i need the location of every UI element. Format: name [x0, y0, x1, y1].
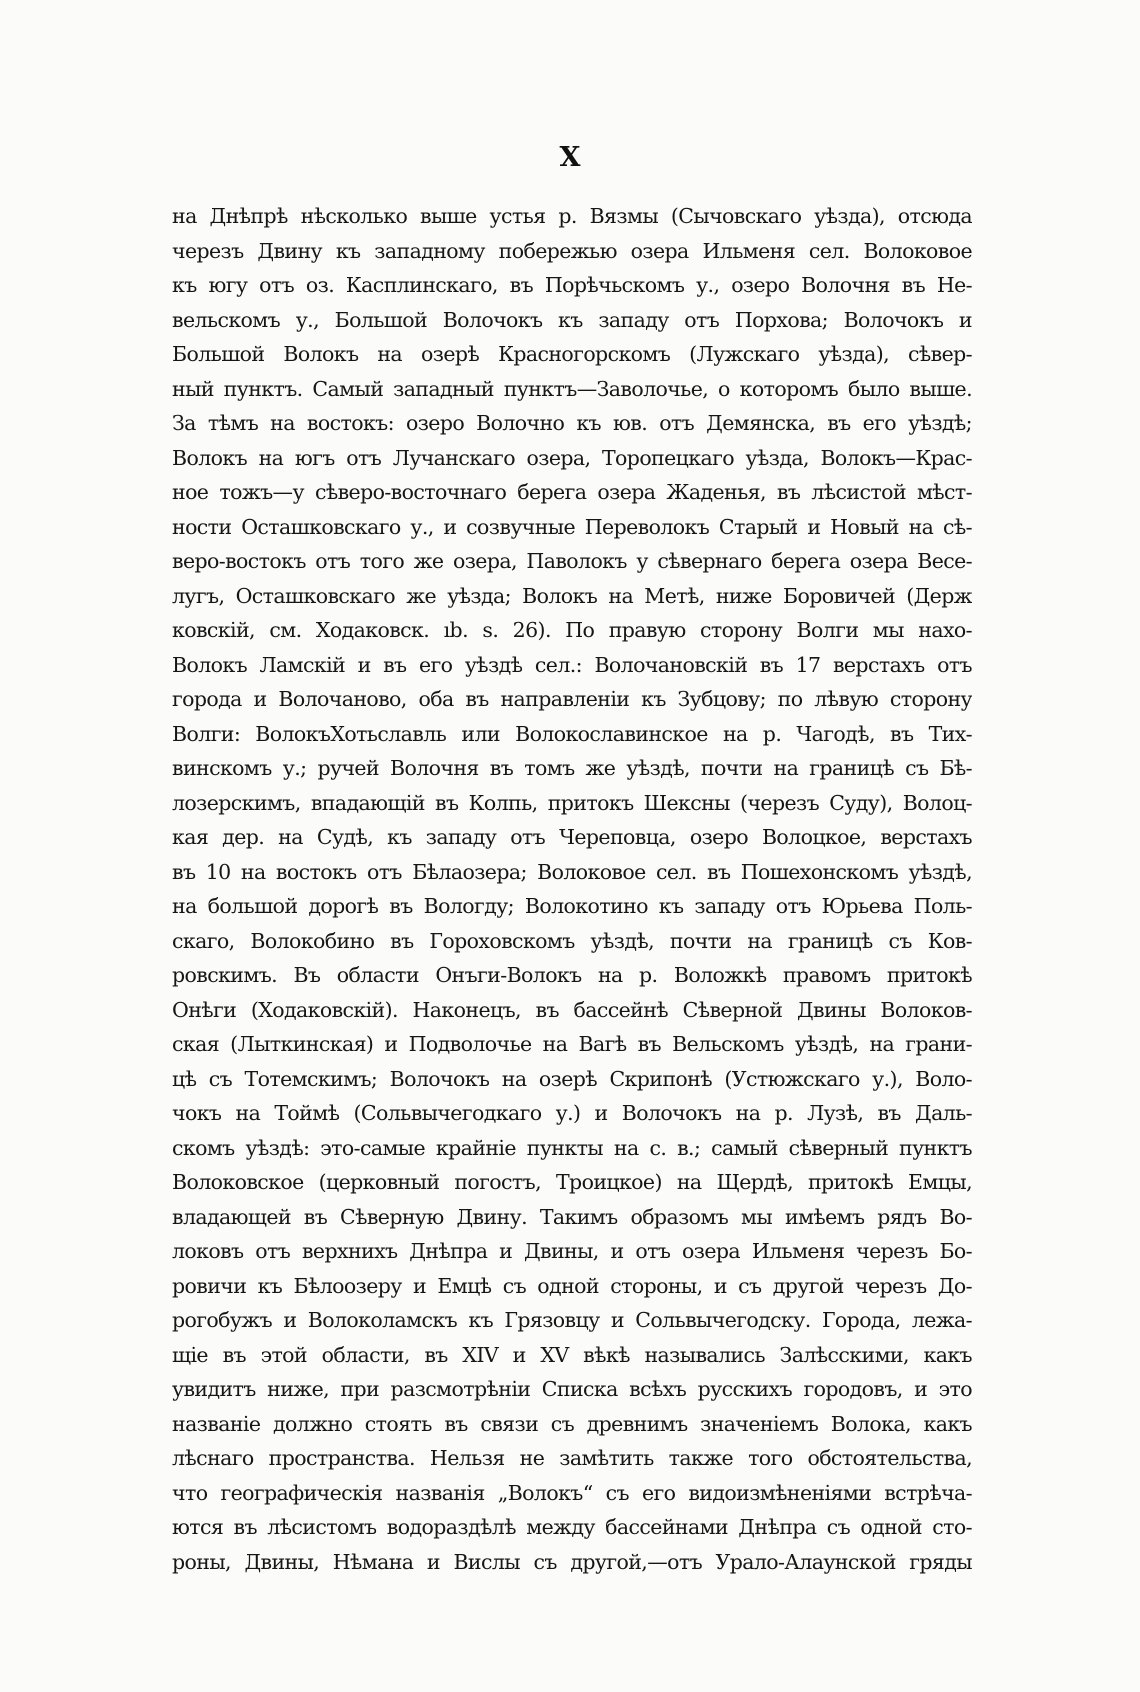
text-line: увидитъ ниже, при разсмотрѣніи Списка всѣхъ русскихъ городовъ, и это [172, 1377, 972, 1401]
text-line: рогобужъ и Волоколамскъ къ Грязовцу и Сольвычегодску. Города, лежа- [172, 1308, 972, 1332]
text-line: ровскимъ. Въ области Онъги-Волокъ на р. Воложкѣ правомъ притокѣ [172, 963, 972, 987]
text-line: лугъ, Осташковскаго же уѣзда; Волокъ на Метѣ, ниже Боровичей (Держ [172, 583, 972, 608]
text-line: Большой Волокъ на озерѣ Красногорскомъ (Лужскаго уѣзда), сѣвер- [172, 342, 972, 366]
text-line: ская (Лыткинская) и Подволочье на Вагѣ въ Вельскомъ уѣздѣ, на грани- [172, 1032, 972, 1056]
text-line: ковскій, см. Ходаковск. ıb. s. 26). По правую сторону Волги мы нахо- [172, 618, 972, 642]
text-line: чокъ на Тоймѣ (Сольвычегодкаго у.) и Волочокъ на р. Лузѣ, въ Даль- [172, 1101, 972, 1125]
text-line: локовъ отъ верхнихъ Днѣпра и Двины, и отъ озера Ильменя черезъ Бо- [172, 1239, 972, 1263]
text-line: въ 10 на востокъ отъ Бѣлаозера; Волоковое сел. въ Пошехонскомъ уѣздѣ, [172, 859, 972, 884]
text-line: щіе въ этой области, въ XIV и XV вѣкѣ назывались Залѣсскими, какъ [172, 1342, 972, 1367]
text-line: что географическія названія „Волокъ“ съ его видоизмѣненіями встрѣча- [172, 1480, 972, 1505]
text-line: владающей въ Сѣверную Двину. Такимъ образомъ мы имѣемъ рядъ Во- [172, 1204, 972, 1229]
body-text [172, 199, 972, 1579]
text-line: черезъ Двину къ западному побережью озера Ильменя сел. Волоковое [172, 238, 972, 263]
text-line: Онѣги (Ходаковскій). Наконецъ, въ бассейнѣ Сѣверной Двины Волоков- [172, 997, 972, 1022]
text-line: ровичи къ Бѣлоозеру и Емцѣ съ одной стороны, и съ другой черезъ До- [172, 1273, 972, 1298]
text-line: ности Осташковскаго у., и созвучные Переволокъ Старый и Новый на сѣ- [172, 514, 972, 539]
page-number: X [559, 142, 581, 173]
text-line: ются въ лѣсистомъ водораздѣлѣ между бассейнами Днѣпра съ одной сто- [172, 1515, 972, 1539]
text-line: ный пунктъ. Самый западный пунктъ—Заволочье, о которомъ было выше. [172, 376, 972, 401]
text-line: названіе должно стоять въ связи съ древнимъ значеніемъ Волока, какъ [172, 1411, 972, 1436]
text-line: Волоковское (церковный погостъ, Троицкое) на Щердѣ, притокѣ Емцы, [172, 1170, 972, 1194]
text-line: За тѣмъ на востокъ: озеро Волочно къ юв. отъ Демянска, въ его уѣздѣ; [172, 411, 972, 435]
text-line: винскомъ у.; ручей Волочня въ томъ же уѣздѣ, почти на границѣ съ Бѣ- [172, 756, 972, 780]
text-line: кая дер. на Судѣ, къ западу отъ Череповца, озеро Волоцкое, верстахъ [172, 825, 972, 849]
text-line: вельскомъ у., Большой Волочокъ къ западу отъ Порхова; Волочокъ и [172, 307, 972, 332]
text-line: Волокъ Ламскій и въ его уѣздѣ сел.: Волочановскій въ 17 верстахъ отъ [172, 652, 972, 677]
text-line: Волги: ВолокъХотьславль или Волокославинское на р. Чагодѣ, въ Тих- [172, 721, 972, 746]
text-line: скаго, Волокобино въ Гороховскомъ уѣздѣ, почти на границѣ съ Ков- [172, 928, 972, 953]
text-line: на большой дорогѣ въ Вологду; Волокотино къ западу отъ Юрьева Поль- [172, 894, 972, 918]
text-line: роны, Двины, Нѣмана и Вислы съ другой,—отъ Урало-Алаунской гряды [172, 1549, 972, 1574]
text-line: города и Волочаново, оба въ направленіи къ Зубцову; по лѣвую сторону [172, 687, 972, 711]
text-line: лозерскимъ, впадающій въ Колпь, притокъ Шексны (черезъ Суду), Волоц- [172, 790, 972, 815]
text-line: ное тожъ—у сѣверо-восточнаго берега озера Жаденья, въ лѣсистой мѣст- [172, 480, 972, 504]
text-line: къ югу отъ оз. Касплинскаго, въ Порѣчьскомъ у., озеро Волочня въ Не- [172, 273, 972, 297]
text-line: веро-востокъ отъ того же озера, Паволокъ у сѣвернаго берега озера Весе- [172, 549, 972, 573]
text-line: скомъ уѣздѣ: это-самые крайніе пункты на с. в.; самый сѣверный пунктъ [172, 1135, 972, 1160]
text-line: Волокъ на югъ отъ Лучанскаго озера, Торопецкаго уѣзда, Волокъ—Крас- [172, 445, 972, 470]
text-line: цѣ съ Тотемскимъ; Волочокъ на озерѣ Скрипонѣ (Устюжскаго у.), Воло- [172, 1066, 972, 1091]
text-line: лѣснаго пространства. Нельзя не замѣтить также того обстоятельства, [172, 1446, 972, 1470]
text-line: на Днѣпрѣ нѣсколько выше устья р. Вязмы (Сычовскаго уѣзда), отсюда [172, 204, 972, 228]
